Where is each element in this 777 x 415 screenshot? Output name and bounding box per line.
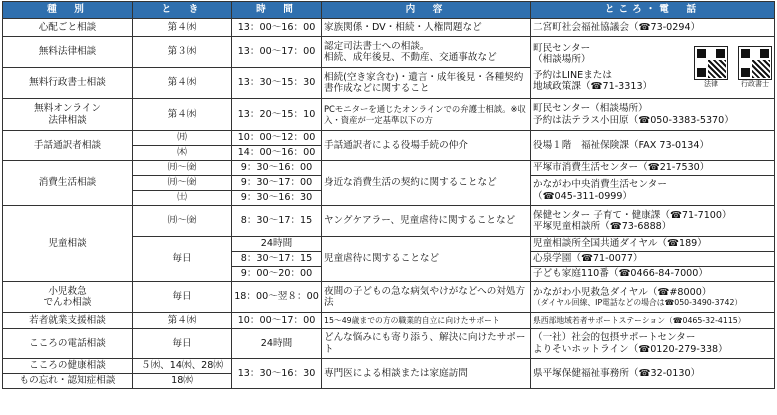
table-row [3,329,775,359]
type-cell: 無料法律相談 [3,37,133,68]
place-line: （相談場所） [533,54,591,65]
qr-code-gyosei[interactable] [738,46,772,88]
qr-label-gyosei: 行政書士 [741,80,769,89]
place-line: 平塚児童相談所（☎73-6888） [533,221,672,232]
table-row [3,359,775,374]
content-cell: 手話通訳者による役場手続の仲介 [322,131,531,161]
time-cell: 13：00～17：00 [232,37,322,68]
type-cell: こころの健康相談 [3,359,133,374]
header-type: 種 別 [3,2,133,19]
content-cell: 相続(空き家含む)・遺言・成年後見・各種契約書作成などに関すること [322,68,531,99]
qr-code-icon [738,46,772,80]
when-cell: ㈪ [133,131,232,146]
type-line: でんわ相談 [43,297,92,308]
content-cell: ヤングケアラー、児童虐待に関することなど [322,206,531,237]
place-cell: 子ども家庭110番（☎0466-84-7000） [531,267,775,282]
place-cell [531,282,775,313]
content-line: 相続、成年後見、不動産、交通事故など [324,52,497,63]
table-row [3,206,775,237]
content-cell: 専門医による相談または家庭訪問 [322,359,531,389]
place-line: 町民センター [533,42,591,54]
place-cell: 心泉学園（☎71-0077） [531,252,775,267]
when-cell: 第３㈬ [133,37,232,68]
time-cell: 14：00～16：00 [232,146,322,161]
time-cell: 8：30～17：15 [232,206,322,237]
table-row [3,161,775,176]
type-cell: 若者就業支援相談 [3,313,133,329]
type-cell: もの忘れ・認知症相談 [3,374,133,389]
content-cell: 児童虐待に関することなど [322,237,531,282]
header-time: 時 間 [232,2,322,19]
type-cell [3,99,133,131]
qr-code-law[interactable] [694,46,728,88]
place-cell-with-qr [531,37,775,99]
when-cell: 18㈬ [133,374,232,389]
when-cell: 毎日 [133,329,232,359]
place-line: よりそいホットライン（☎0120-279-338） [533,343,728,355]
time-cell: 13：00～16：00 [232,19,322,37]
header-place: ところ・電 話 [531,2,775,19]
time-cell: 10：00～17：00 [232,313,322,329]
when-cell: ㈭ [133,146,232,161]
table-row [3,19,775,37]
table-row [3,282,775,313]
type-line: 小児救急 [48,285,87,297]
table-row [3,313,775,329]
time-cell: 18：00～翌８：00 [232,282,322,313]
when-cell: ㈪～㈮ [133,161,232,176]
place-cell: 県西部地域若者サポートステーション（☎0465-32-4115） [531,313,775,329]
content-cell: 身近な消費生活の契約に関することなど [322,161,531,206]
place-line: 地域政策課（☎71-3313） [533,81,653,92]
when-cell: 第４㈬ [133,313,232,329]
qr-code-icon [694,46,728,80]
type-cell: 無料行政書士相談 [3,68,133,99]
table-row [3,131,775,146]
place-cell [531,329,775,359]
header-content: 内 容 [322,2,531,19]
type-cell: 消費生活相談 [3,161,133,206]
header-when: と き [133,2,232,19]
time-cell: 9：30～16：30 [232,191,322,206]
place-cell [531,206,775,237]
type-cell: 心配ごと相談 [3,19,133,37]
when-cell: 第４㈬ [133,99,232,131]
place-cell [531,99,775,131]
place-line: （ダイヤル回線、IP電話などの場合は☎050-3490-3742） [533,298,743,308]
content-cell [322,37,531,68]
place-line: （☎045-311-0999） [533,190,633,202]
place-cell: 県平塚保健福祉事務所（☎32-0130） [531,359,775,389]
content-cell: 家族関係・DV・相続・人権問題など [322,19,531,37]
type-cell: 手話通訳者相談 [3,131,133,161]
when-cell: ５㈬、14㈬、28㈬ [133,359,232,374]
table-row [3,99,775,131]
time-cell: 9：30～17：00 [232,176,322,191]
consultation-table [2,1,775,389]
when-cell: 第４㈬ [133,68,232,99]
content-cell: PCモニターを通じたオンラインでの弁護士相談。※収入・資産が一定基準以下の方 [322,99,531,131]
place-cell: 役場１階 福祉保険課（FAX 73-0134） [531,131,775,161]
qr-label-law: 法律 [704,80,718,89]
type-line: 法律相談 [48,114,87,126]
table-row [3,37,775,68]
time-cell: 13：30～16：30 [232,359,322,389]
content-cell: 夜間の子どもの急な病気やけがなどへの対処方法 [322,282,531,313]
place-line: 保健センター 子育て・健康課（☎71-7100） [533,209,732,221]
type-line: 無料オンライン [34,103,101,114]
when-cell: 毎日 [133,282,232,313]
place-line: かながわ中央消費生活センター [533,179,667,190]
type-cell: こころの電話相談 [3,329,133,359]
content-cell: どんな悩みにも寄り添う、解決に向けたサポート [322,329,531,359]
time-cell: 24時間 [232,237,322,252]
time-cell: 9：30～16：00 [232,161,322,176]
place-cell: 二宮町社会福祉協議会（☎73-0294） [531,19,775,37]
when-cell: ㈪～㈮ [133,206,232,237]
place-line: 予約はLINEまたは [533,69,612,81]
type-cell: 児童相談 [3,206,133,282]
place-line: 予約は法テラス小田原（☎050-3383-5370） [533,114,734,126]
time-cell: 8：30～17：15 [232,252,322,267]
time-cell: 13：20～15：10 [232,99,322,131]
place-line: かながわ小児救急ダイヤル（☎#8000） [533,286,712,298]
when-cell: ㈪～㈮ [133,176,232,191]
time-cell: 9：00～20：00 [232,267,322,282]
place-cell [531,176,775,206]
header-row [3,2,775,19]
when-cell: ㈯ [133,191,232,206]
time-cell: 13：30～15：30 [232,68,322,99]
place-line: 町民センター（相談場所） [533,103,648,114]
content-cell: 15～49歳までの方の職業的自立に向けたサポート [322,313,531,329]
content-line: 認定司法書士への相談。 [324,40,430,52]
time-cell: 24時間 [232,329,322,359]
when-cell: 毎日 [133,237,232,282]
time-cell: 10：00～12：00 [232,131,322,146]
place-cell: 児童相談所全国共通ダイヤル（☎189） [531,237,775,252]
type-cell [3,282,133,313]
place-cell: 平塚市消費生活センター（☎21-7530） [531,161,775,176]
place-line: （一社）社会的包摂サポートセンター [533,332,696,343]
when-cell: 第４㈬ [133,19,232,37]
